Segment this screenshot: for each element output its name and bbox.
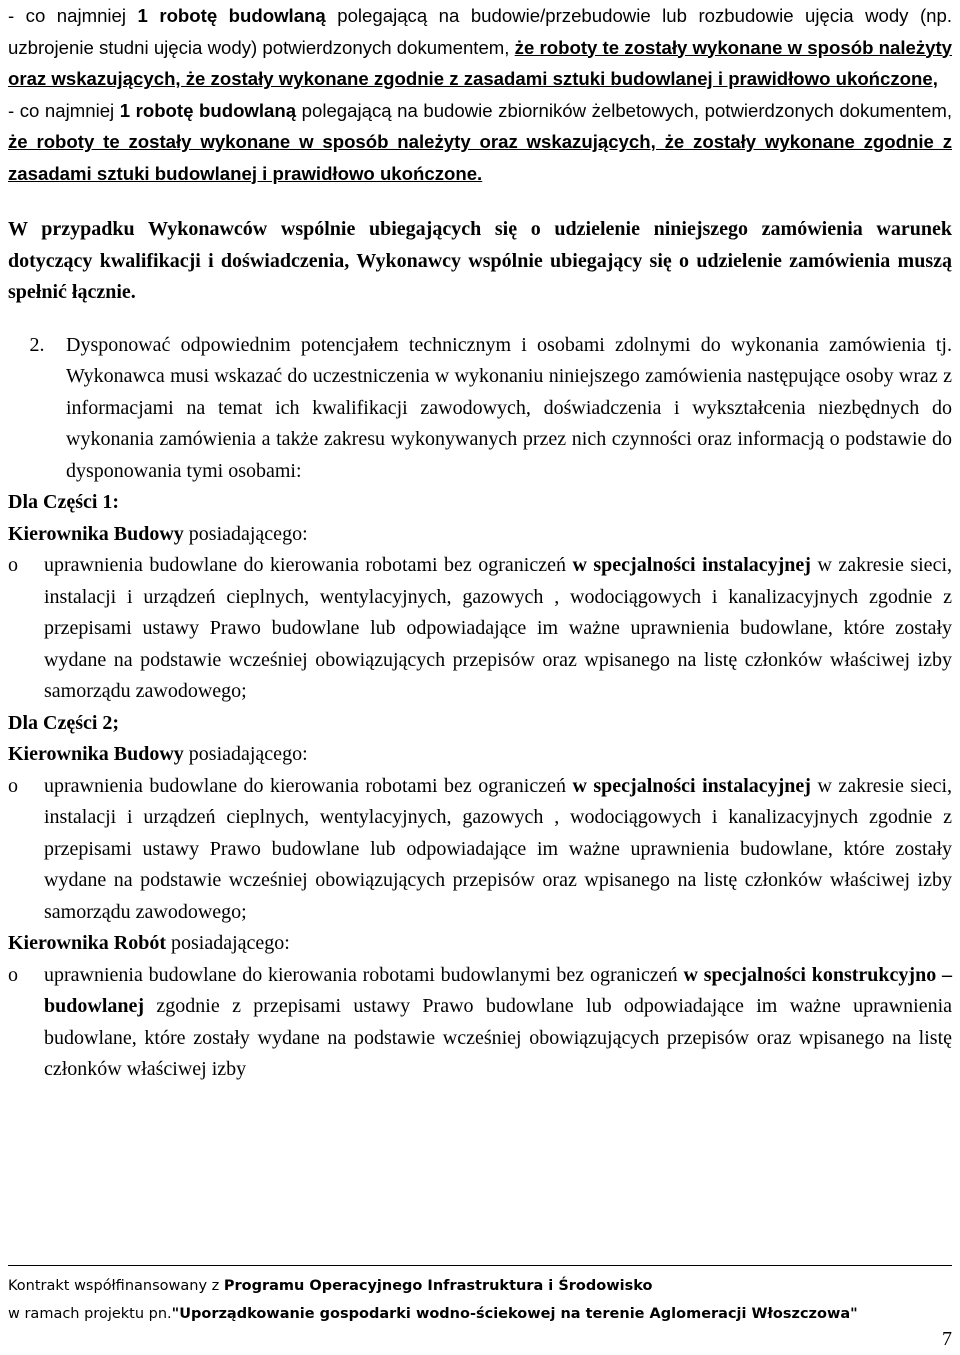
intro-p1-lead: - co najmniej bbox=[8, 5, 138, 26]
page-number: 7 bbox=[942, 1328, 952, 1350]
intro-conditions bbox=[8, 0, 952, 189]
bullet-marker: o bbox=[8, 774, 18, 797]
intro-p2-text: polegającą na budowie zbiorników żelbetowych, potwierdzonych dokumentem, bbox=[296, 99, 952, 121]
intro-p1-emphasis: że roboty te zostały wykonane w sposób należyty oraz wskazujących, że zostały wykonane zgodnie z zasadami sztuki budowlanej i prawidłowo ukończone, bbox=[8, 36, 953, 89]
requirement-specialty: w specjalności instalacyjnej bbox=[572, 554, 811, 576]
role-name: Kierownika Budowy bbox=[8, 743, 184, 765]
footer-text: w ramach projektu pn. bbox=[8, 1306, 172, 1322]
bullet-marker: o bbox=[8, 554, 18, 576]
part-2-role-2 bbox=[8, 928, 952, 960]
footer-program: Programu Operacyjnego Infrastruktura i Środowisko bbox=[223, 1278, 653, 1294]
requirement-specialty: w specjalności konstrukcyjno – budowlanej bbox=[44, 963, 952, 1017]
footer-line-1 bbox=[8, 1275, 952, 1297]
part-1-requirement bbox=[8, 550, 952, 708]
role-name: Kierownika Robót bbox=[8, 932, 166, 954]
role-suffix: posiadającego: bbox=[183, 743, 308, 765]
part-2-requirement bbox=[8, 771, 952, 929]
spacer bbox=[8, 189, 952, 214]
item-text: Dysponować odpowiednim potencjałem technicznym i osobami zdolnymi do wykonania zamówienia tj. Wykonawca musi wskazać do uczestniczenia w wykonaniu niniejszego zamówienia następujące osoby wraz z informacjami na temat ich kwalifikacji zawodowych, doświadczenia i wykształcenia niezbędnych do wykonania zamówienia a także zakresu wykonywanych przez nich czynności oraz informacją o podstawie do dysponowania tymi osobami: bbox=[66, 333, 952, 482]
footer-line-2 bbox=[8, 1303, 952, 1325]
requirement-specialty: w specjalności instalacyjnej bbox=[572, 774, 811, 797]
item-number: 2. bbox=[29, 333, 45, 356]
bullet-marker: o bbox=[8, 963, 18, 986]
requirement-item-2 bbox=[8, 330, 952, 488]
part-1-heading: Dla Części 1: bbox=[8, 491, 120, 513]
role-name: Kierownika Budowy bbox=[8, 522, 184, 545]
footer-project: "Uporządkowanie gospodarki wodno-ściekowej na terenie Aglomeracji Włoszczowa" bbox=[171, 1306, 858, 1322]
requirement-text: uprawnienia budowlane do kierowania robotami budowlanymi bez ograniczeń bbox=[44, 963, 684, 986]
footer-text: Kontrakt współfinansowany z bbox=[8, 1278, 224, 1294]
role-suffix: posiadającego: bbox=[183, 522, 308, 545]
consortium-note: W przypadku Wykonawców wspólnie ubiegających się o udzielenie niniejszego zamówienia warunek dotyczący kwalifikacji i doświadczenia, Wykonawcy wspólnie ubiegający się o udzielenie zamówienia muszą spełnić łącznie. bbox=[8, 218, 952, 303]
footer-divider bbox=[8, 1265, 952, 1266]
intro-p2-lead: - co najmniej bbox=[8, 99, 120, 121]
intro-p2-bold: 1 robotę budowlaną bbox=[119, 99, 297, 121]
part-2-role bbox=[8, 739, 952, 771]
intro-p2-emphasis: że roboty te zostały wykonane w sposób należyty oraz wskazujących, że zostały wykonane zgodnie z zasadami sztuki budowlanej i prawidłowo ukończone. bbox=[8, 131, 952, 184]
part-2-heading: Dla Części 2; bbox=[8, 711, 120, 734]
requirement-text-cont: zgodnie z przepisami ustawy Prawo budowlane lub odpowiadające im ważne uprawnienia budowlane, które zostały wydane na podstawie wcześniej obowiązujących przepisów oraz wpisanego na listę członków właściwej izby bbox=[44, 995, 952, 1080]
requirement-text: uprawnienia budowlane do kierowania robotami bez ograniczeń bbox=[44, 554, 573, 576]
spacer bbox=[8, 309, 952, 330]
document-body bbox=[8, 0, 952, 1086]
role-suffix: posiadającego: bbox=[165, 932, 290, 954]
part-2-requirement-2 bbox=[8, 960, 952, 1086]
requirement-text-cont: w zakresie sieci, instalacji i urządzeń cieplnych, wentylacyjnych, gazowych , wodociągowych i kanalizacyjnych zgodnie z przepisami ustawy Prawo budowlane lub odpowiadające im ważne uprawnienia budowlane, które zostały wydane na podstawie wcześniej obowiązujących przepisów oraz wpisanego na listę członków właściwej izby samorządu zawodowego; bbox=[44, 774, 952, 923]
intro-p1-bold: 1 robotę budowlaną bbox=[137, 5, 326, 26]
requirement-text: uprawnienia budowlane do kierowania robotami bez ograniczeń bbox=[44, 774, 573, 797]
intro-p1-text: polegającą na budowie/przebudowie lub rozbudowie ujęcia wody (np. uzbrojenie studni ujęcia wody) potwierdzonych dokumentem, bbox=[8, 5, 952, 58]
intro-paragraph-1 bbox=[8, 0, 952, 95]
intro-paragraph-2 bbox=[8, 95, 952, 190]
requirement-text-cont: w zakresie sieci, instalacji i urządzeń cieplnych, wentylacyjnych, gazowych , wodociągowych i kanalizacyjnych zgodnie z przepisami ustawy Prawo budowlane lub odpowiadające im ważne uprawnienia budowlane, które zostały wydane na podstawie wcześniej obowiązujących przepisów oraz wpisanego na listę członków właściwej izby samorządu zawodowego; bbox=[44, 554, 952, 702]
part-1-role bbox=[8, 519, 952, 551]
